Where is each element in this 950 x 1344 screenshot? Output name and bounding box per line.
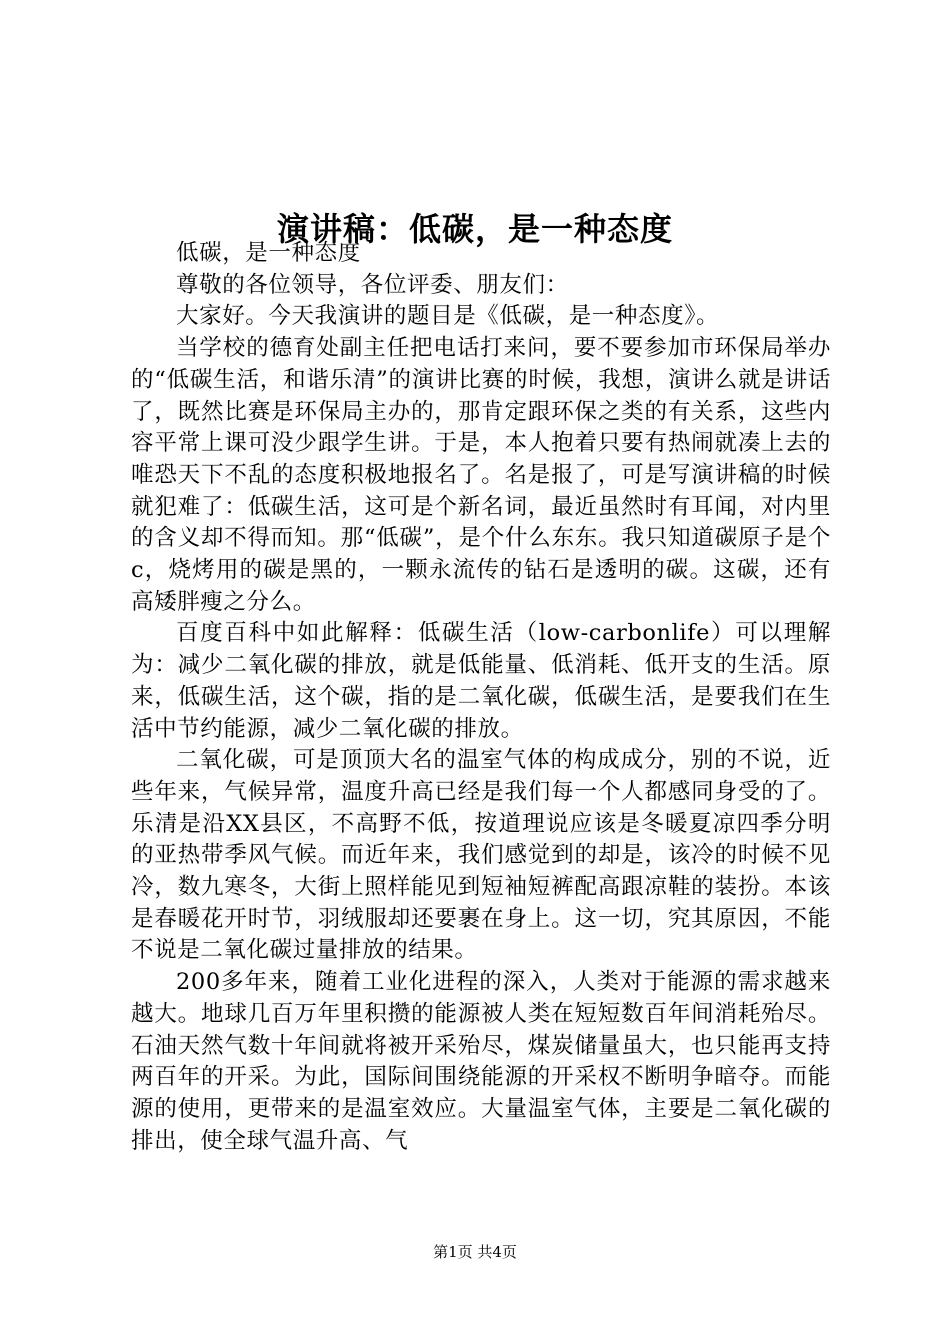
paragraph-greeting: 大家好。今天我演讲的题目是《低碳，是一种态度》。 <box>176 303 720 330</box>
paragraph-body: 200多年来，随着工业化进程的深入，人类对于能源的需求越来越大。地球几百万年里积攒的能源被人类在短短数百年间消耗殆尽。石油天然气数十年间就将被开采殆尽，煤炭储量虽大，也只能再支持两百年的开采。为此，国际间围绕能源的开采权不断明争暗夺。而能源的使用，更带来的是温室效应。大量温室气体，主要是二氧化碳的排出，使全球气温升高、气 <box>131 969 831 1154</box>
paragraph-body: 当学校的德育处副主任把电话打来问，要不要参加市环保局举办的“低碳生活，和谐乐清”的演讲比赛的时候，我想，演讲么就是讲话了，既然比赛是环保局主办的，那肯定跟环保之类的有关系，这些内容平常上课可没少跟学生讲。于是，本人抱着只要有热闹就凑上去的唯恐天下不乱的态度积极地报名了。名是报了，可是写演讲稿的时候就犯难了：低碳生活，这可是个新名词，最近虽然时有耳闻，对内里的含义却不得而知。那“低碳”，是个什么东东。我只知道碳原子是个c，烧烤用的碳是黑的，一颗永流传的钻石是透明的碳。这碳，还有高矮胖瘦之分么。 <box>131 335 831 615</box>
document-body <box>131 238 831 1157</box>
paragraph-body: 百度百科中如此解释：低碳生活（low-carbonlife）可以理解为：减少二氧化碳的排放，就是低能量、低消耗、低开支的生活。原来，低碳生活，这个碳，指的是二氧化碳，低碳生活，是要我们在生活中节约能源，减少二氧化碳的排放。 <box>131 620 831 742</box>
paragraph-body: 二氧化碳，可是顶顶大名的温室气体的构成成分，别的不说，近些年来，气候异常，温度升高已经是我们每一个人都感同身受的了。乐清是沿XX县区，不高野不低，按道理说应该是冬暖夏凉四季分明的亚热带季风气候。而近年来，我们感觉到的却是，该冷的时候不见冷，数九寒冬，大街上照样能见到短袖短裤配高跟凉鞋的装扮。本该是春暖花开时节，羽绒服却还要裹在身上。这一切，究其原因，不能不说是二氧化碳过量排放的结果。 <box>131 747 831 964</box>
page-number-footer: 第1页 共4页 <box>433 1243 517 1261</box>
paragraph-subtitle: 低碳，是一种态度 <box>176 240 361 266</box>
paragraph-salutation: 尊敬的各位领导，各位评委、朋友们： <box>176 271 569 298</box>
document-title: 演讲稿：低碳，是一种态度 <box>276 210 673 249</box>
